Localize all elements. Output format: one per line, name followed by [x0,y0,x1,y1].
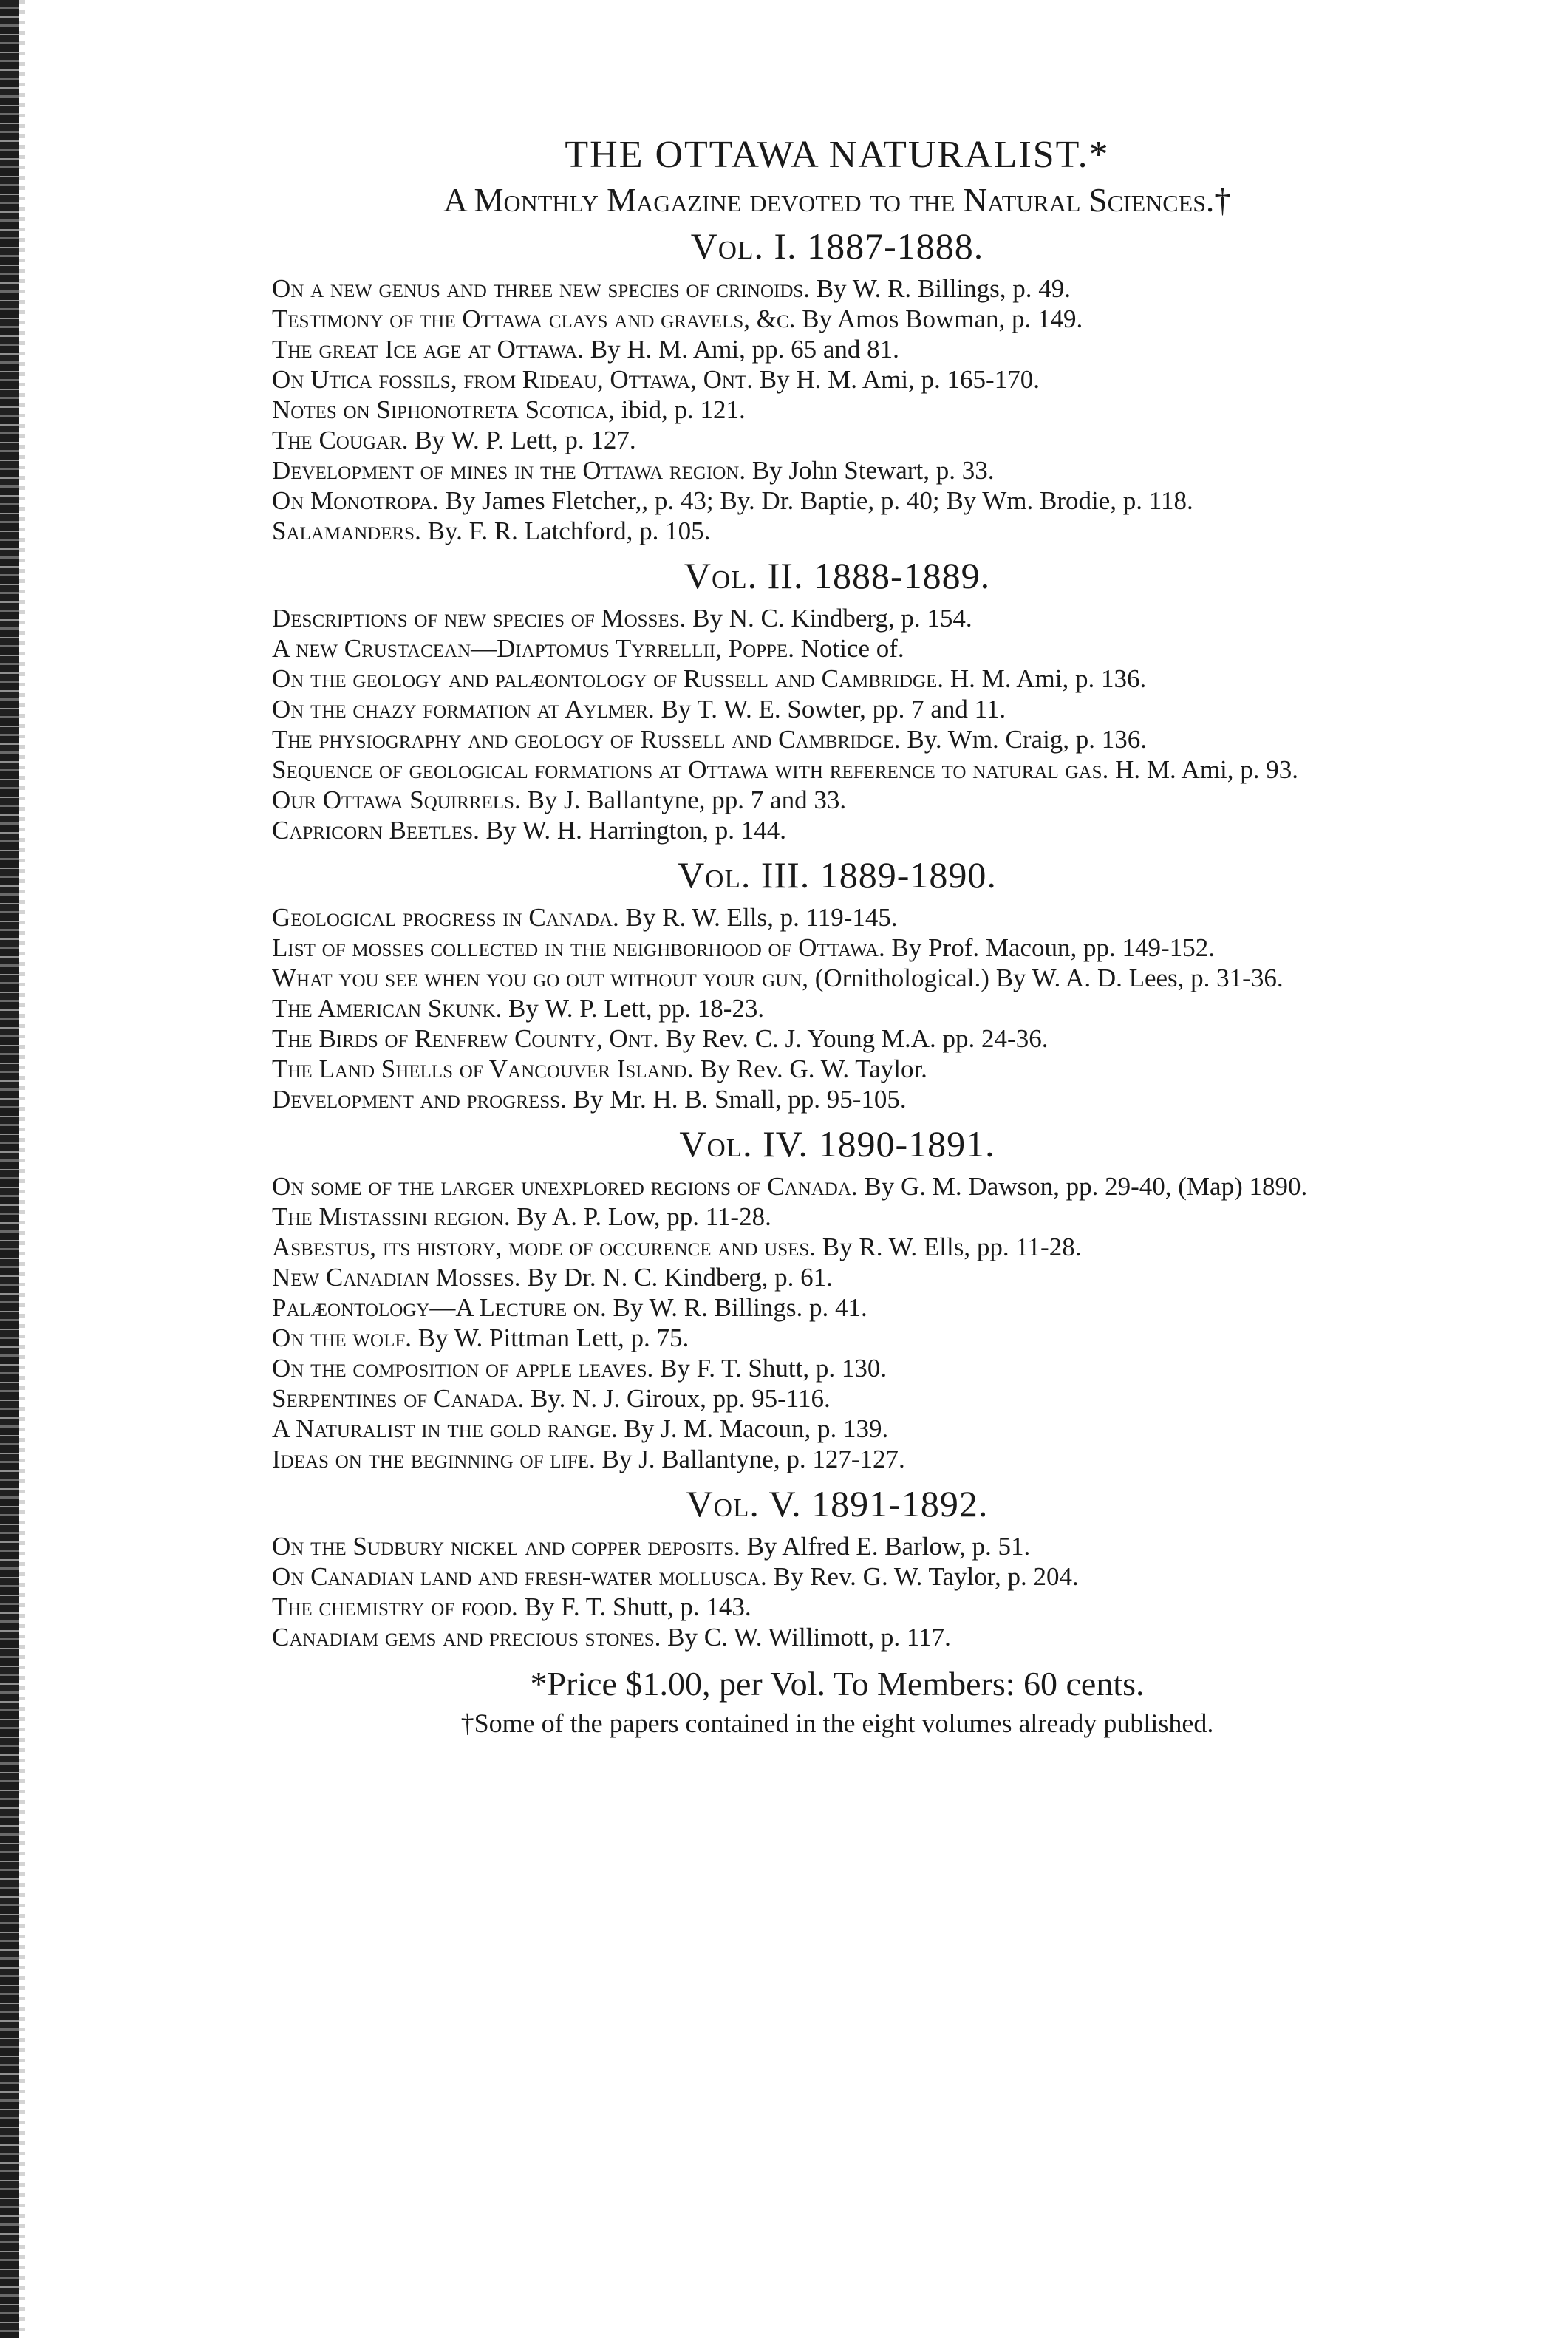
article-entry [272,517,1402,545]
article-title: On some of the larger unexplored regions of Canada. [272,1172,858,1201]
document-page [272,132,1402,1740]
article-title: New Canadian Mosses. [272,1263,521,1292]
article-title: The Cougar. [272,426,409,454]
article-title: On Utica fossils, from Rideau, Ottawa, Ont. [272,365,754,394]
article-author-pages: By Mr. H. B. Small, pp. 95-105. [566,1085,907,1114]
article-author-pages: By A. P. Low, pp. 11-28. [510,1202,771,1231]
article-title: On the composition of apple leaves. [272,1354,654,1383]
article-title: A new Crustacean—Diaptomus Tyrrellii, Poppe. [272,634,794,663]
footer [272,1662,1402,1740]
article-entry [272,366,1402,394]
article-entry [272,756,1402,784]
article-author-pages: By Prof. Macoun, pp. 149-152. [884,933,1215,962]
article-author-pages: By. Wm. Craig, p. 136. [900,725,1148,754]
article-author-pages: By T. W. E. Sowter, pp. 7 and 11. [654,695,1006,723]
article-title: Our Ottawa Squirrels. [272,785,521,814]
article-title: The chemistry of food. [272,1592,518,1621]
article-entry [272,817,1402,845]
article-title: Ideas on the beginning of life. [272,1445,596,1473]
article-author-pages: By W. R. Billings, p. 49. [810,274,1071,303]
volume-section [272,551,1402,845]
article-entry [272,1445,1402,1473]
volume-section [272,1479,1402,1652]
article-entry [272,487,1402,515]
article-author-pages: Notice of. [794,634,904,663]
article-author-pages: By Alfred E. Barlow, p. 51. [740,1532,1031,1561]
article-title: The Mistassini region. [272,1202,511,1231]
volume-heading: Vol. II. 1888-1889. [684,555,991,596]
article-author-pages: H. M. Ami, p. 93. [1108,755,1299,784]
article-entry [272,396,1402,424]
article-title: The American Skunk. [272,994,502,1023]
article-title: List of mosses collected in the neighborhood of Ottawa. [272,933,885,962]
volume-list [272,222,1402,1652]
article-entry [272,904,1402,932]
article-title: On Canadian land and fresh-water mollusca. [272,1562,767,1591]
article-title: Palæontology—A Lecture on. [272,1293,607,1322]
article-entry [272,426,1402,454]
article-entry [272,457,1402,485]
article-title: Asbestus, its history, mode of occurence and uses. [272,1233,817,1261]
article-title: On the wolf. [272,1323,412,1352]
article-title: Sequence of geological formations at Ottawa with reference to natural gas. [272,755,1109,784]
article-entry [272,1294,1402,1322]
article-author-pages: By J. M. Macoun, p. 139. [617,1414,889,1443]
article-author-pages: By Rev. C. J. Young M.A. pp. 24-36. [658,1024,1049,1053]
article-entry [272,1593,1402,1621]
article-entry [272,1533,1402,1561]
article-title: Geological progress in Canada. [272,903,619,932]
article-entry [272,1324,1402,1352]
price-line: *Price $1.00, per Vol. To Members: 60 cents. [530,1665,1145,1703]
article-entry [272,1264,1402,1292]
article-title: On a new genus and three new species of crinoids. [272,274,811,303]
article-author-pages: By J. Ballantyne, p. 127-127. [595,1445,905,1473]
article-title: Descriptions of new species of Mosses. [272,604,686,633]
article-title: Testimony of the Ottawa clays and gravels, &c. [272,304,796,333]
article-author-pages: By W. R. Billings. p. 41. [606,1293,867,1322]
article-entry [272,1086,1402,1114]
masthead [272,132,1402,222]
binding-shadow [19,0,25,2338]
article-author-pages: H. M. Ami, p. 136. [944,664,1147,693]
article-author-pages: By F. T. Shutt, p. 130. [653,1354,887,1383]
article-author-pages: By Rev. G. W. Taylor. [693,1054,927,1083]
article-title: Notes on Siphonotreta Scotica, [272,395,615,424]
article-author-pages: By John Stewart, p. 33. [746,456,995,485]
footnote: †Some of the papers contained in the eight volumes already published. [460,1708,1214,1738]
article-author-pages: By W. Pittman Lett, p. 75. [412,1323,689,1352]
article-author-pages: By C. W. Willimott, p. 117. [661,1623,951,1652]
article-title: The great Ice age at Ottawa. [272,335,584,364]
article-author-pages: By W. P. Lett, pp. 18-23. [502,994,765,1023]
article-author-pages: By Amos Bowman, p. 149. [795,304,1083,333]
article-author-pages: By James Fletcher,, p. 43; By. Dr. Baptie, p. 40; By Wm. Brodie, p. 118. [438,486,1193,515]
article-entry [272,1354,1402,1383]
article-author-pages: By H. M. Ami, p. 165-170. [753,365,1040,394]
article-title: The physiography and geology of Russell and Cambridge. [272,725,901,754]
article-entry [272,1203,1402,1231]
volume-heading: Vol. I. 1887-1888. [690,225,984,267]
article-title: The Birds of Renfrew County, Ont. [272,1024,659,1053]
magazine-subtitle: A Monthly Magazine devoted to the Natural Sciences.† [443,182,1231,219]
article-author-pages: By H. M. Ami, pp. 65 and 81. [584,335,899,364]
volume-section [272,1119,1402,1473]
article-entry [272,1385,1402,1413]
article-title: Capricorn Beetles. [272,816,480,845]
article-entry [272,604,1402,633]
article-title: Canadiam gems and precious stones. [272,1623,661,1652]
article-author-pages: (Ornithological.) By W. A. D. Lees, p. 31-36. [808,964,1284,992]
article-entry [272,995,1402,1023]
article-author-pages: By. F. R. Latchford, p. 105. [420,517,711,545]
article-title: On the Sudbury nickel and copper deposits. [272,1532,740,1561]
article-title: A Naturalist in the gold range. [272,1414,618,1443]
article-entry [272,1563,1402,1591]
article-author-pages: By G. M. Dawson, pp. 29-40, (Map) 1890. [857,1172,1308,1201]
article-entry [272,1173,1402,1201]
article-author-pages: By Rev. G. W. Taylor, p. 204. [766,1562,1079,1591]
volume-section [272,851,1402,1114]
article-entry [272,726,1402,754]
article-entry [272,275,1402,303]
article-title: On the geology and palæontology of Russell and Cambridge. [272,664,944,693]
volume-heading: Vol. IV. 1890-1891. [679,1123,995,1165]
article-title: Serpentines of Canada. [272,1384,525,1413]
article-title: Development of mines in the Ottawa region. [272,456,746,485]
article-author-pages: By R. W. Ells, pp. 11-28. [816,1233,1082,1261]
article-author-pages: By Dr. N. C. Kindberg, p. 61. [520,1263,833,1292]
article-author-pages: By. N. J. Giroux, pp. 95-116. [524,1384,831,1413]
article-entry [272,635,1402,663]
article-author-pages: By F. T. Shutt, p. 143. [517,1592,751,1621]
article-title: On the chazy formation at Aylmer. [272,695,655,723]
article-author-pages: By W. P. Lett, p. 127. [408,426,636,454]
article-entry [272,1623,1402,1652]
article-entry [272,695,1402,723]
article-title: What you see when you go out without your gun, [272,964,809,992]
article-title: Salamanders. [272,517,421,545]
article-author-pages: By N. C. Kindberg, p. 154. [686,604,972,633]
volume-section [272,222,1402,545]
article-author-pages: ibid, p. 121. [614,395,746,424]
article-author-pages: By W. H. Harrington, p. 144. [479,816,787,845]
article-title: The Land Shells of Vancouver Island. [272,1054,694,1083]
article-entry [272,305,1402,333]
binding-strip [0,0,19,2338]
article-title: Development and progress. [272,1085,567,1114]
article-entry [272,934,1402,962]
article-title: On Monotropa. [272,486,439,515]
article-author-pages: By J. Ballantyne, pp. 7 and 33. [520,785,847,814]
article-entry [272,964,1402,992]
article-entry [272,1415,1402,1443]
article-entry [272,1025,1402,1053]
article-entry [272,786,1402,814]
volume-heading: Vol. V. 1891-1892. [686,1483,989,1524]
article-author-pages: By R. W. Ells, p. 119-145. [618,903,898,932]
magazine-title: THE OTTAWA NATURALIST.* [565,134,1110,176]
article-entry [272,665,1402,693]
article-entry [272,1055,1402,1083]
article-entry [272,1233,1402,1261]
article-entry [272,335,1402,364]
volume-heading: Vol. III. 1889-1890. [678,854,997,896]
